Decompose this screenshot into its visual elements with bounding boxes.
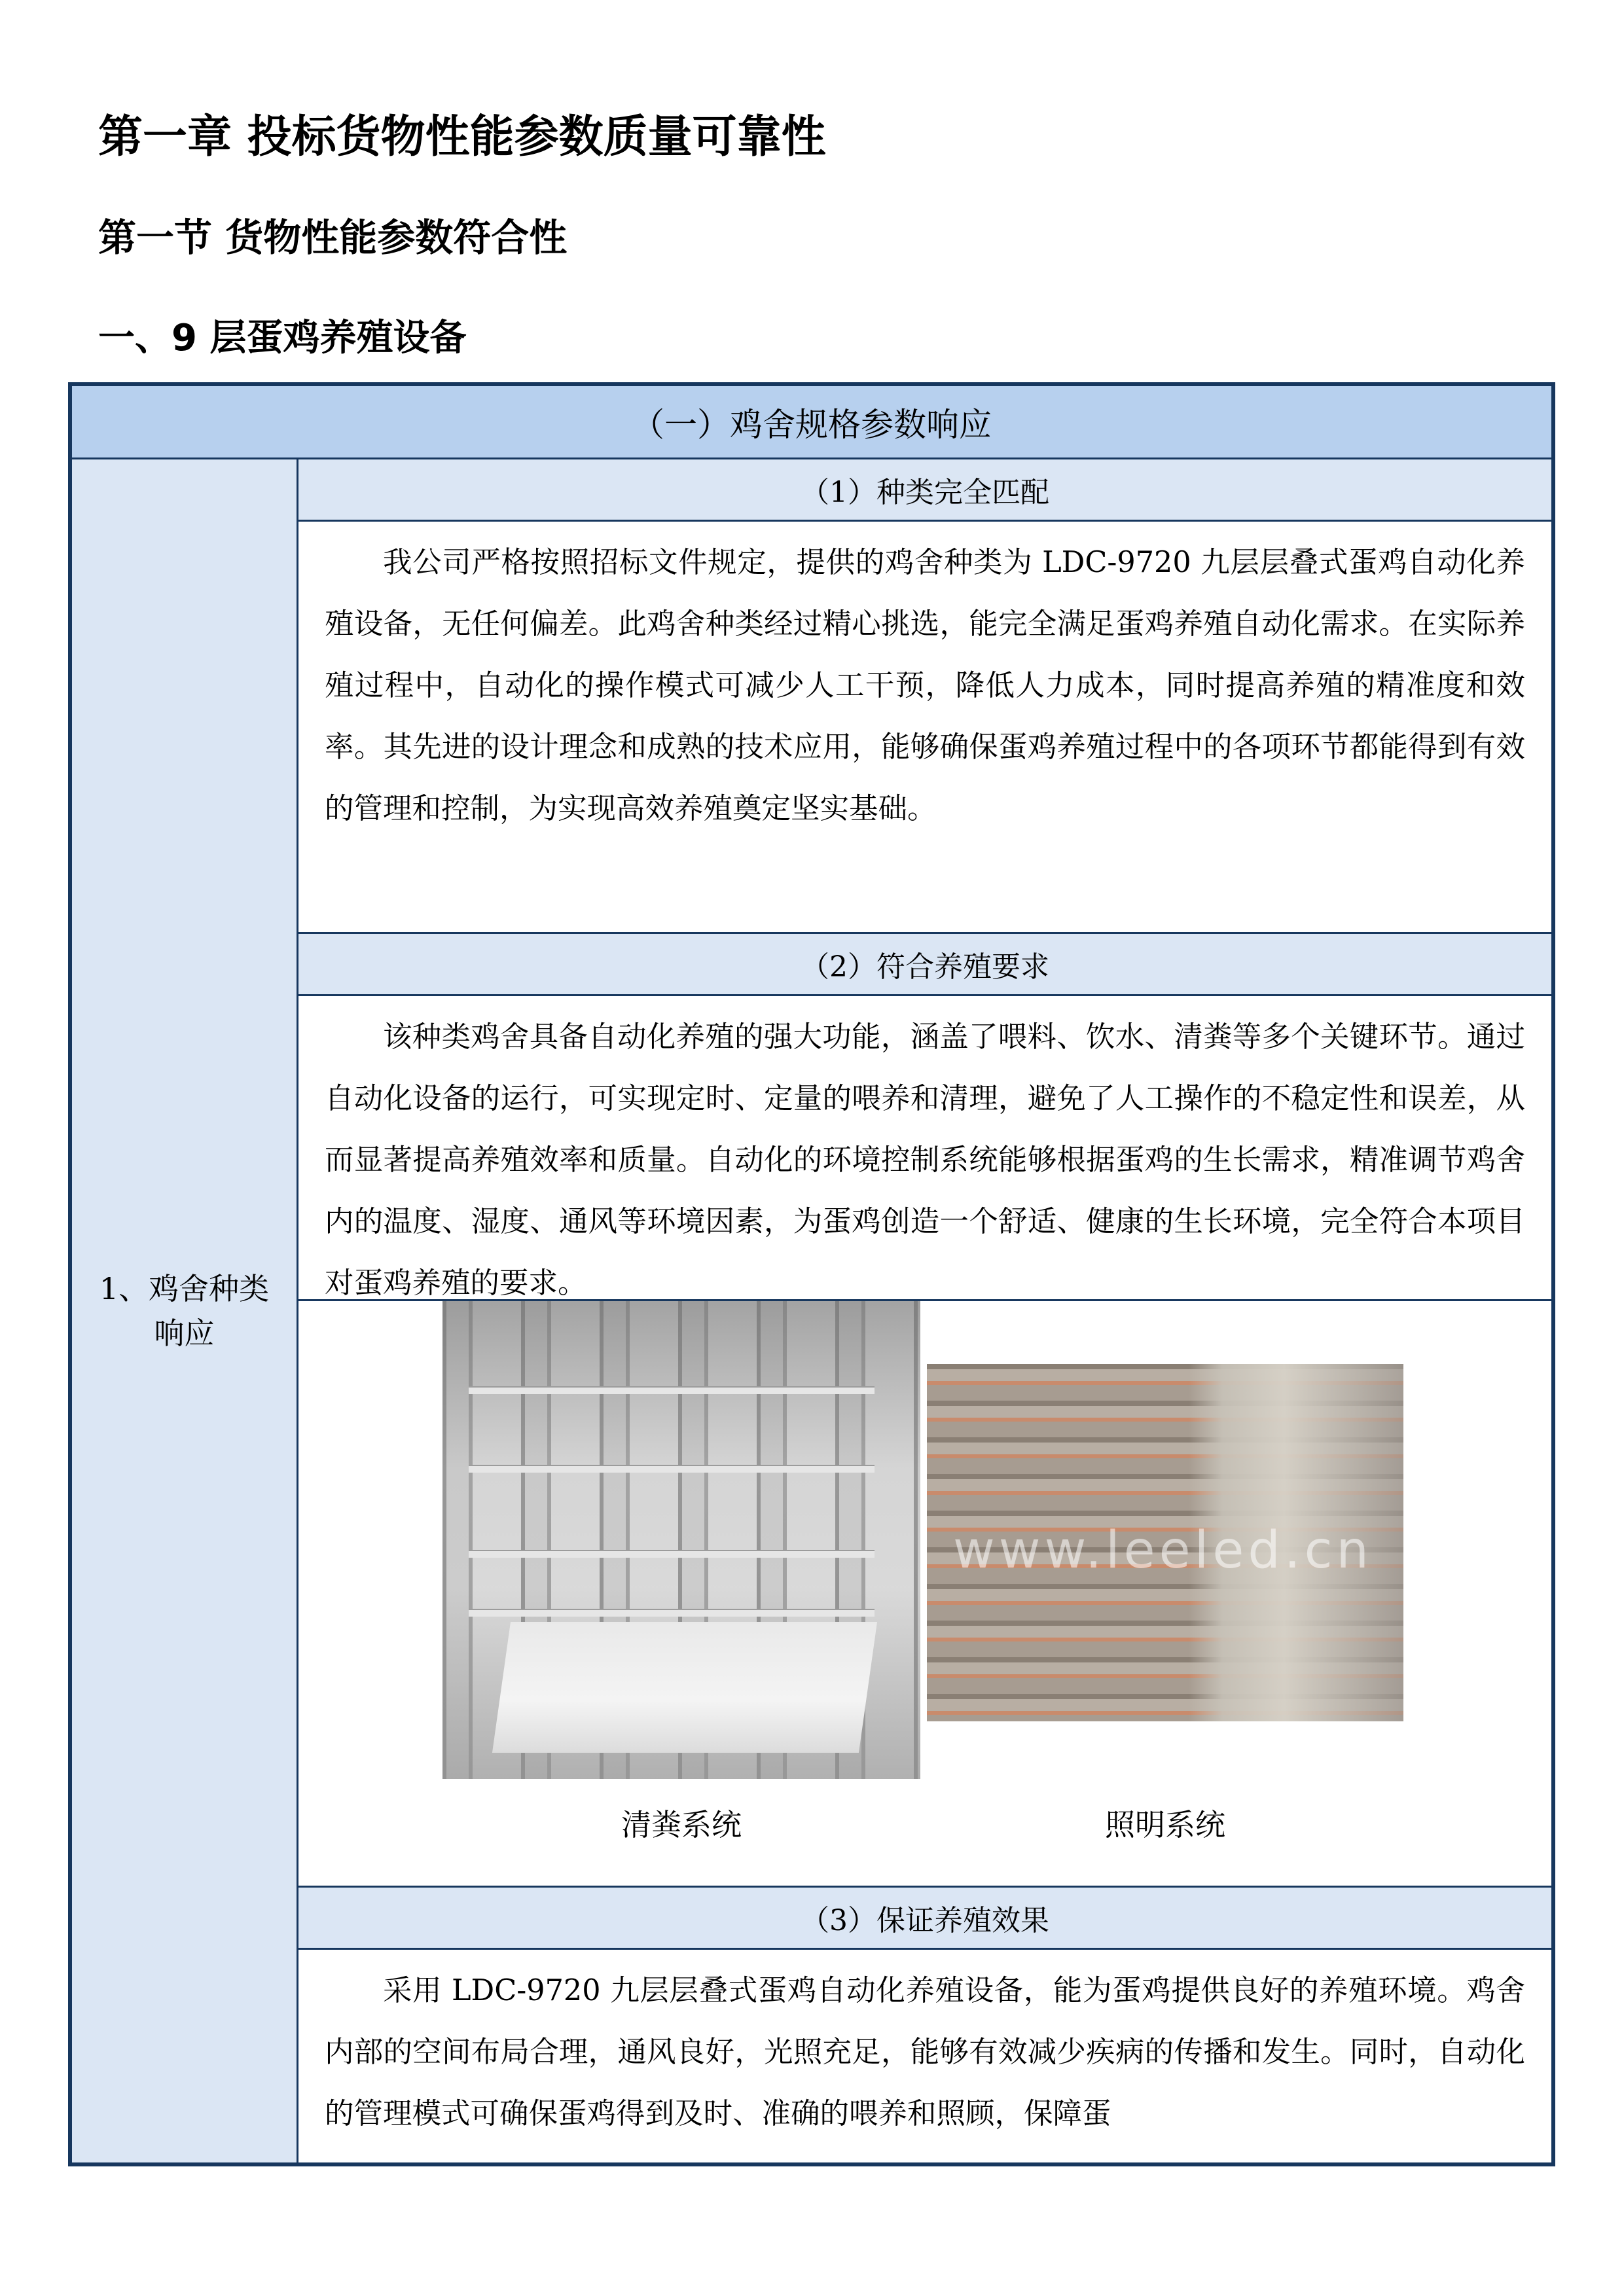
block-text-cell-2 [298, 996, 1551, 1301]
cage-rail [469, 1386, 875, 1394]
block-heading-2: （2）符合养殖要求 [298, 934, 1551, 996]
image-cell [298, 1301, 1551, 1888]
manure-belt [492, 1622, 877, 1753]
block-text-2: 该种类鸡舍具备自动化养殖的强大功能，涵盖了喂料、饮水、清粪等多个关键环节。通过自动化设备的运行，可实现定时、定量的喂养和清理，避免了人工操作的不稳定性和误差，从而显著提高养殖效率和质量。自动化的环境控制系统能够根据蛋鸡的生长需求，精准调节鸡舍内的温度、湿度、通风等环境因素，为蛋鸡创造一个舒适、健康的生长环境，完全符合本项目对蛋鸡养殖的要求。 [325, 1020, 1525, 1300]
row-label: 1、鸡舍种类响应 [99, 1271, 270, 1351]
cage-rail [469, 1609, 875, 1617]
lighting-photo [927, 1364, 1403, 1721]
block-heading-1: （1）种类完全匹配 [298, 459, 1551, 522]
block-text-1: 我公司严格按照招标文件规定，提供的鸡舍种类为 LDC-9720 九层层叠式蛋鸡自动化养殖设备，无任何偏差。此鸡舍种类经过精心挑选，能完全满足蛋鸡养殖自动化需求。在实际养殖过程中，自动化的操作模式可减少人工干预，降低人力成本，同时提高养殖的精准度和效率。其先进的设计理念和成熟的技术应用，能够确保蛋鸡养殖过程中的各项环节都能得到有效的管理和控制，为实现高效养殖奠定坚实基础。 [325, 546, 1525, 825]
chapter-title: 第一章 投标货物性能参数质量可靠性 [98, 111, 826, 163]
image-caption-1: 清粪系统 [621, 1807, 742, 1842]
block-text-cell-1 [298, 522, 1551, 934]
cage-rail [469, 1465, 875, 1473]
spec-response-table [68, 382, 1555, 2166]
section-title: 第一节 货物性能参数符合性 [98, 215, 568, 260]
block-heading-3: （3）保证养殖效果 [298, 1888, 1551, 1950]
cage-rail [469, 1550, 875, 1558]
row-label-cell [72, 459, 298, 2162]
table-header: （一）鸡舍规格参数响应 [72, 386, 1551, 459]
subsection-title: 一、9 层蛋鸡养殖设备 [98, 317, 467, 359]
image-caption-2: 照明系统 [1105, 1807, 1225, 1842]
photo-watermark: www.leeled.cn [953, 1521, 1373, 1580]
manure-cleaning-photo [442, 1301, 920, 1779]
block-text-3: 采用 LDC-9720 九层层叠式蛋鸡自动化养殖设备，能为蛋鸡提供良好的养殖环境。鸡舍内部的空间布局合理，通风良好，光照充足，能够有效减少疾病的传播和发生。同时，自动化的管理模式可确保蛋鸡得到及时、准确的喂养和照顾，保障蛋 [325, 1974, 1525, 2130]
block-text-cell-3 [298, 1950, 1551, 2162]
